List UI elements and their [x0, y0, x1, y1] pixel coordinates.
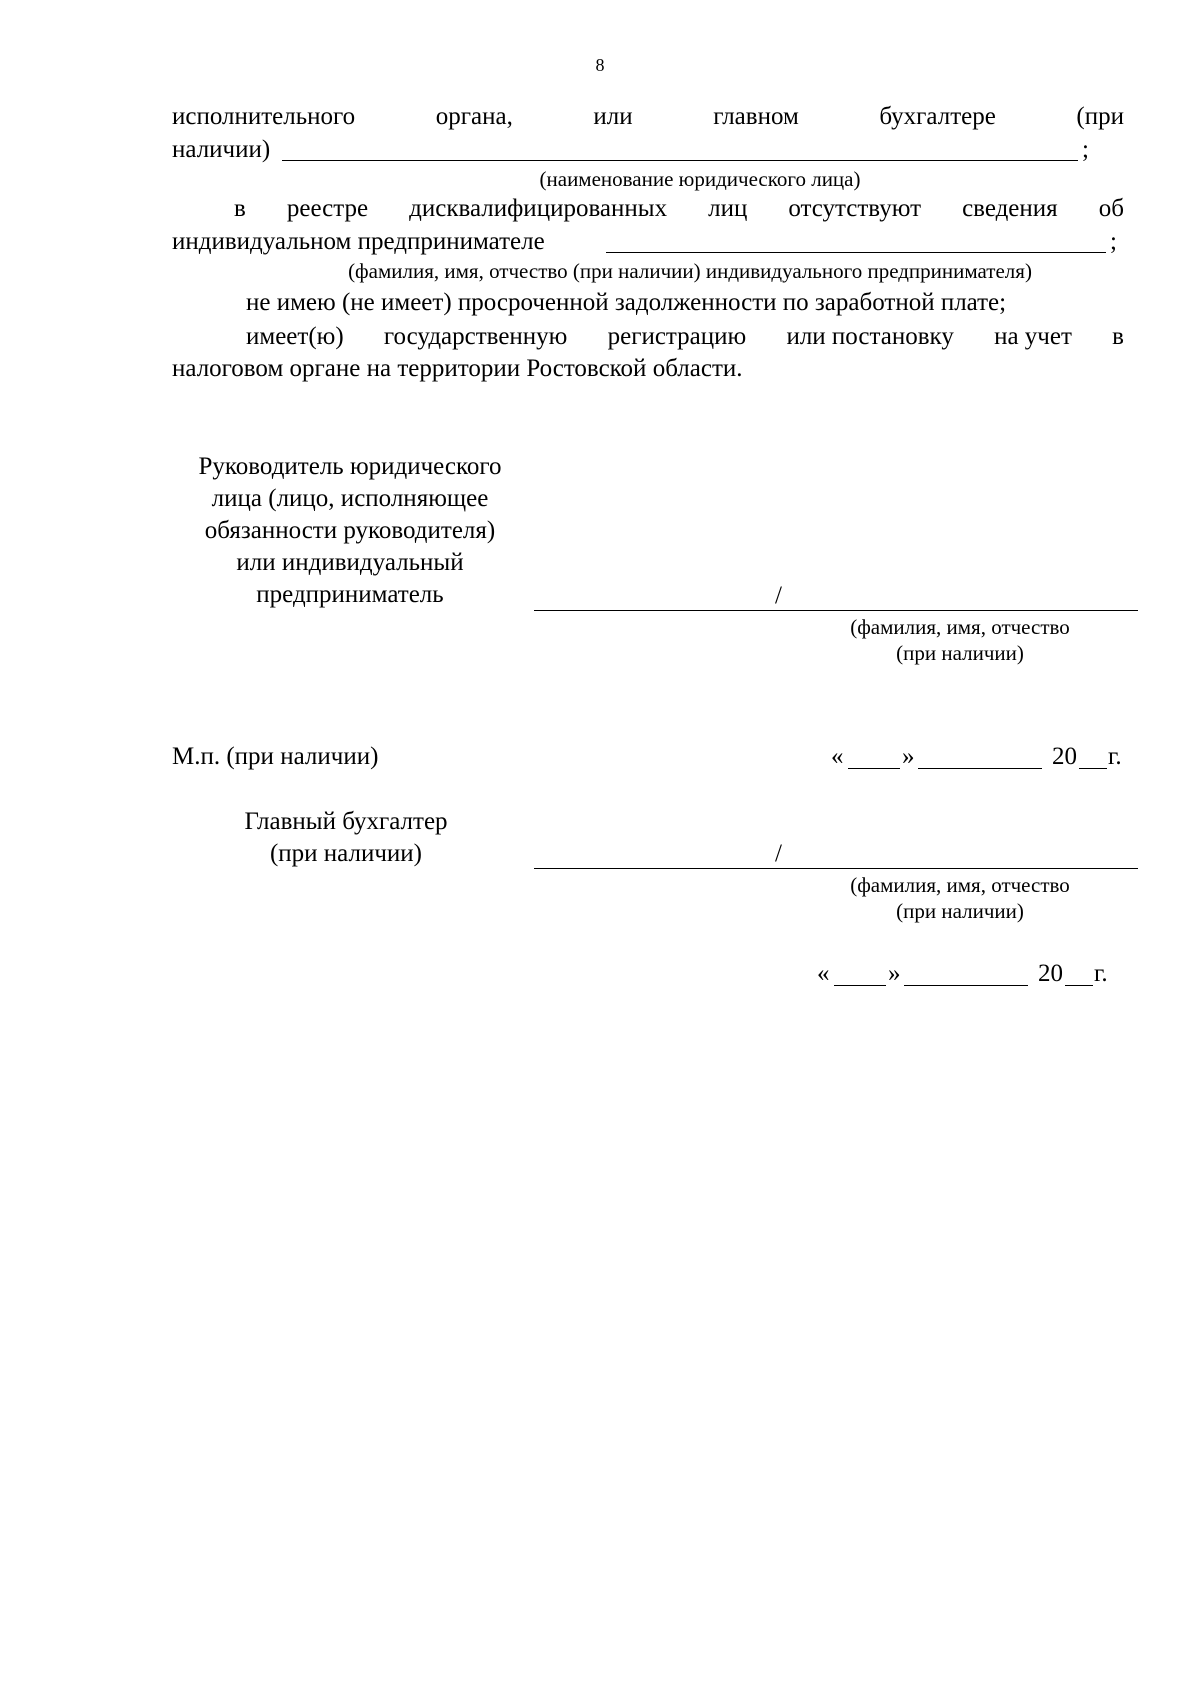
signature2-line: [534, 868, 1138, 869]
date2-year-prefix: 20: [1038, 960, 1063, 987]
para2-word: реестре: [286, 195, 369, 222]
signature2-caption-line: (фамилия, имя, отчество: [850, 873, 1070, 897]
para4-word: регистрацию: [607, 323, 747, 350]
para2-word: сведения: [962, 195, 1058, 222]
signature1-label-line: обязанности руководителя): [204, 517, 496, 544]
para2-word: лиц: [708, 195, 748, 222]
date1-close: »: [902, 743, 915, 770]
para4-word: имеет(ю): [246, 323, 344, 350]
date2-year-suffix: г.: [1094, 960, 1108, 987]
signature1-caption-line: (фамилия, имя, отчество: [850, 615, 1070, 639]
date1-year-prefix: 20: [1052, 743, 1077, 770]
para4-word: или постановку: [786, 323, 954, 350]
signature2-label: [196, 806, 496, 870]
entrepreneur-name-line: [606, 252, 1106, 253]
signature1-caption: [800, 614, 1120, 666]
para1-word: главном: [713, 103, 799, 130]
date2-year-line: [1065, 985, 1093, 986]
para4-word: на учет: [994, 323, 1072, 350]
para4-line1: [246, 322, 1124, 352]
date1-day-line: [848, 768, 900, 769]
signature2-label-line: Главный бухгалтер: [244, 808, 448, 835]
para1-line1: [172, 102, 1124, 132]
signature2-separator: /: [775, 840, 782, 867]
date1-month-line: [918, 768, 1042, 769]
para3: не имею (не имеет) просроченной задолженности по заработной плате;: [246, 289, 1007, 316]
date2-close: »: [888, 960, 901, 987]
date1-year-suffix: г.: [1108, 743, 1122, 770]
para1-line2-prefix: наличии): [172, 136, 271, 163]
para1-word: (при: [1076, 103, 1124, 130]
signature1-label: [160, 451, 540, 611]
para2-word: отсутствуют: [788, 195, 922, 222]
signature2-caption: [800, 872, 1120, 924]
para4-line2: налоговом органе на территории Ростовской области.: [172, 355, 743, 382]
stamp-label: М.п. (при наличии): [172, 743, 379, 770]
para1-line2-end: ;: [1082, 136, 1089, 163]
para1-word: бухгалтере: [879, 103, 996, 130]
page-number: 8: [595, 55, 605, 75]
para4-word: в: [1112, 323, 1124, 350]
signature1-label-line: предприниматель: [256, 581, 444, 608]
para2-line2-prefix: индивидуальном предпринимателе: [172, 228, 545, 255]
para1-word: или: [593, 103, 633, 130]
legal-entity-caption: (наименование юридического лица): [539, 167, 861, 191]
date2-day-line: [834, 985, 886, 986]
para2-word: об: [1098, 195, 1124, 222]
signature1-line: [534, 610, 1138, 611]
para2-word: в: [234, 195, 246, 222]
para2-line2-end: ;: [1110, 228, 1117, 255]
signature2-caption-line: (при наличии): [896, 899, 1024, 923]
para1-word: органа,: [435, 103, 513, 130]
signature1-label-line: Руководитель юридического: [198, 453, 502, 480]
entrepreneur-caption: (фамилия, имя, отчество (при наличии) индивидуального предпринимателя): [348, 259, 1032, 283]
signature1-label-line: лица (лицо, исполняющее: [211, 485, 489, 512]
legal-entity-name-line: [282, 160, 1078, 161]
para2-word: дисквалифицированных: [409, 195, 668, 222]
date2-month-line: [904, 985, 1028, 986]
para1-word: исполнительного: [172, 103, 356, 130]
signature1-label-line: или индивидуальный: [236, 549, 464, 576]
para2-line1: [234, 194, 1124, 224]
date2-open: «: [817, 960, 830, 987]
signature1-separator: /: [775, 582, 782, 609]
para4-word: государственную: [383, 323, 568, 350]
date1-open: «: [831, 743, 844, 770]
signature1-caption-line: (при наличии): [896, 641, 1024, 665]
signature2-label-line: (при наличии): [269, 840, 423, 867]
date1-year-line: [1079, 768, 1107, 769]
